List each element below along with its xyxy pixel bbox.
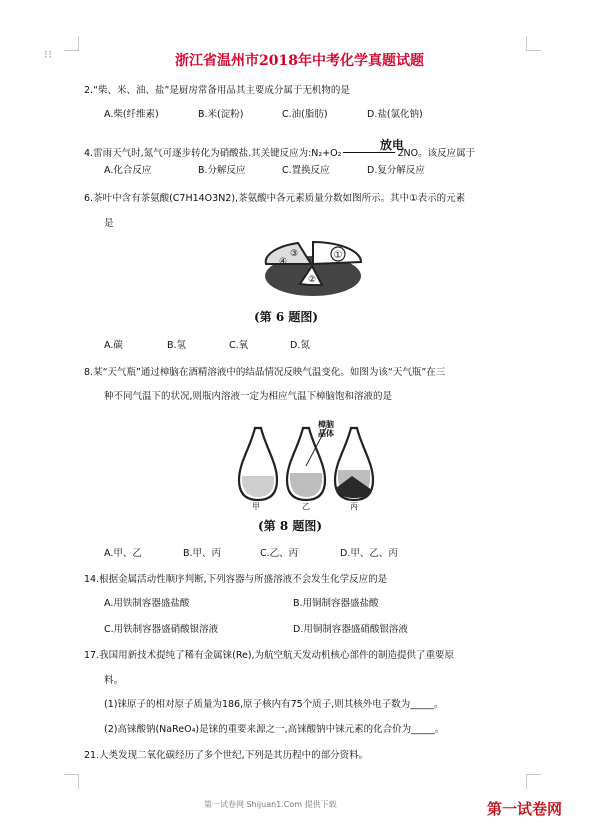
q6-option-d: D.氮: [290, 340, 310, 351]
question-6-stem-line2: 是: [104, 218, 114, 229]
q8-option-d: D.甲、乙、丙: [340, 548, 398, 559]
q6-option-b: B.氢: [167, 340, 187, 351]
question-8-stem-line2: 种不同气温下的状况,则瓶内溶液一定为相应气温下樟脑饱和溶液的是: [104, 391, 393, 402]
q4-option-d: D.复分解反应: [367, 165, 425, 176]
page-footer: 第一试卷网 Shijuan1.Com 提供下载: [204, 800, 337, 809]
crop-mark-top-left: [64, 36, 79, 51]
bottle-label-bing: 丙: [350, 502, 358, 510]
q2-option-d: D.盐(氯化钠): [367, 109, 423, 120]
question-21-stem: 21.人类发现二氧化碳经历了多个世纪,下列是其历程中的部分资料。: [84, 750, 369, 761]
drag-handle-icon[interactable]: ⁝⁝: [44, 48, 53, 61]
q4-stem-end: 2NO。该反应属于: [397, 148, 476, 159]
crop-mark-bottom-right: [526, 774, 541, 789]
q14-option-b: B.用铜制容器盛盐酸: [293, 598, 379, 609]
q8-bottles-figure: [236, 418, 378, 510]
question-14-stem: 14.根据金属活动性顺序判断,下列容器与所盛溶液不会发生化学反应的是: [84, 574, 388, 585]
question-17-stem-line2: 料。: [104, 675, 124, 686]
crop-mark-top-right: [526, 36, 541, 51]
bottle-label-yi: 乙: [302, 502, 310, 510]
q4-option-a: A.化合反应: [104, 165, 152, 176]
q14-option-a: A.用铁制容器盛盐酸: [104, 598, 190, 609]
pie-slice-3-4: [266, 243, 311, 264]
q2-option-b: B.米(淀粉): [198, 109, 244, 120]
question-4-stem: [84, 148, 475, 160]
q14-option-d: D.用铜制容器盛硝酸银溶液: [293, 624, 408, 635]
q8-option-a: A.甲、乙: [104, 548, 142, 559]
question-17-part-1: (1)铼原子的相对原子质量为186,原子核内有75个质子,则其核外电子数为_____。: [104, 699, 444, 710]
crystal-label: 樟脑晶体: [318, 420, 334, 438]
q6-pie-figure: [258, 234, 368, 304]
question-6-stem-line1: 6.茶叶中含有茶氨酸(C7H14O3N2),茶氨酸中各元素质量分数如图所示。其中①表示的元素: [84, 193, 466, 204]
pie-label-2: ②: [307, 275, 317, 285]
question-17-stem-line1: 17.我国用新技术提纯了稀有金属铼(Re),为航空航天发动机核心部件的制造提供了重要原: [84, 650, 455, 661]
q14-option-c: C.用铁制容器盛硝酸银溶液: [104, 624, 219, 635]
q8-option-b: B.甲、丙: [183, 548, 222, 559]
question-2-stem: 2.“柴、米、油、盐”是厨房常备用品其主要成分属于无机物的是: [84, 85, 350, 96]
q4-reaction-condition: 放电: [380, 138, 405, 152]
question-8-stem-line1: 8.某“天气瓶”通过樟脑在酒精溶液中的结晶情况反映气温变化。如图为该“天气瓶”在三: [84, 367, 446, 378]
crop-mark-bottom-left: [64, 774, 79, 789]
q2-option-c: C.油(脂肪): [282, 109, 328, 120]
q6-option-c: C.氧: [229, 340, 249, 351]
bottle-label-jia: 甲: [252, 502, 260, 510]
q4-stem-start: 4.雷雨天气时,氮气可逐步转化为硝酸盐.其关键反应为:N₂+O₂: [84, 148, 342, 159]
brand-watermark: 第一试卷网: [487, 800, 563, 818]
q6-figure-caption: (第 6 题图): [254, 310, 319, 324]
pie-label-3: ③: [289, 249, 299, 259]
pie-label-4: ④: [278, 257, 288, 267]
document-title: 浙江省温州市2018年中考化学真题试题: [175, 53, 424, 69]
q2-option-a: A.柴(纤维素): [104, 109, 159, 120]
q4-option-b: B.分解反应: [198, 165, 246, 176]
question-17-part-2: (2)高铼酸钠(NaReO₄)是铼的重要来源之一,高铼酸钠中铼元素的化合价为_____。: [104, 724, 445, 735]
q8-figure-caption: (第 8 题图): [258, 519, 323, 533]
q8-option-c: C.乙、丙: [260, 548, 299, 559]
q6-option-a: A.碳: [104, 340, 123, 351]
pie-label-1: ①: [333, 250, 343, 261]
q4-option-c: C.置换反应: [282, 165, 330, 176]
